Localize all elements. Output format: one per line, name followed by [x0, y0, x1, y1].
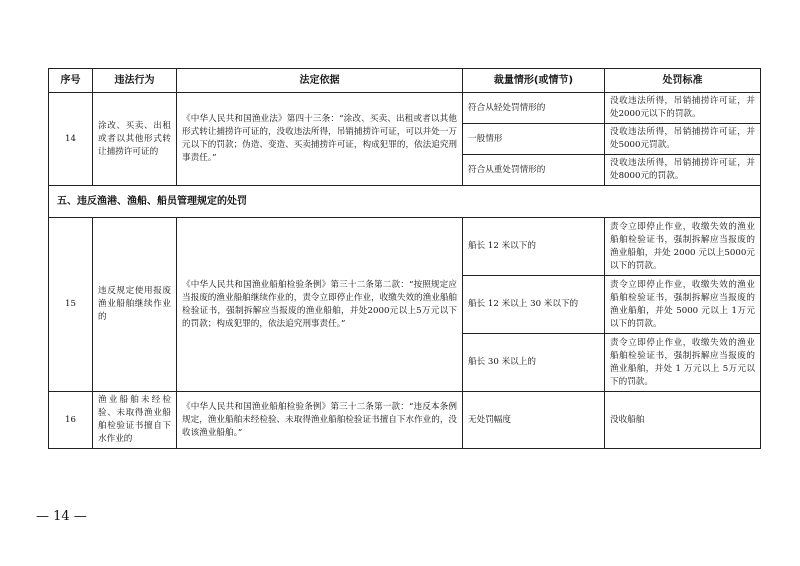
row15-act: 违反规定使用报废渔业船舶继续作业的 [93, 218, 177, 392]
section-heading-row [49, 186, 761, 218]
row14-situation-2: 一般情形 [463, 124, 605, 155]
row15-situation-2: 船长 12 米以上 30 米以下的 [463, 276, 605, 334]
row16-num: 16 [49, 392, 93, 449]
table-row [49, 392, 761, 449]
row16-situation: 无处罚幅度 [463, 392, 605, 449]
header-situation: 裁量情形(或情节) [463, 69, 605, 93]
header-row [49, 69, 761, 93]
row15-penalty-1: 责令立即停止作业，收缴失效的渔业船舶检验证书，强制拆解应当报废的渔业船舶，并处 2000 元以上5000元以下的罚款。 [605, 218, 761, 276]
header-act: 违法行为 [93, 69, 177, 93]
row16-penalty: 没收船舶 [605, 392, 761, 449]
row15-penalty-3: 责令立即停止作业，收缴失效的渔业船舶检验证书，强制拆解应当报废的渔业船舶，并处 1 万元以上 5万元以下的罚款。 [605, 334, 761, 392]
row14-basis: 《中华人民共和国渔业法》第四十三条：“涂改、买卖、出租或者以其他形式转让捕捞许可证的，没收违法所得，吊销捕捞许可证，可以并处一万元以下的罚款；伪造、变造、买卖捕捞许可证，构成犯罪的，依法追究刑事责任。” [177, 93, 463, 186]
page-number: — 14 — [36, 509, 87, 524]
row14-situation-1: 符合从轻处罚情形的 [463, 93, 605, 124]
row14-act: 涂改、买卖、出租或者以其他形式转让捕捞许可证的 [93, 93, 177, 186]
row15-basis: 《中华人民共和国渔业船舶检验条例》第三十二条第二款：“按照规定应当报废的渔业船舶继续作业的，责令立即停止作业，收缴失效的渔业船舶检验证书，强制拆解应当报废的渔业船舶，并处2000元以上5万元以下的罚款；构成犯罪的，依法追究刑事责任。” [177, 218, 463, 392]
row15-penalty-2: 责令立即停止作业，收缴失效的渔业船舶检验证书，强制拆解应当报废的渔业船舶，并处 5000 元以上 1万元以下的罚款。 [605, 276, 761, 334]
row14-situation-3: 符合从重处罚情形的 [463, 155, 605, 186]
row14-penalty-1: 没收违法所得，吊销捕捞许可证，并处2000元以下的罚款。 [605, 93, 761, 124]
row14-num: 14 [49, 93, 93, 186]
row15-num: 15 [49, 218, 93, 392]
row14-penalty-2: 没收违法所得，吊销捕捞许可证，并处5000元罚款。 [605, 124, 761, 155]
row15-situation-1: 船长 12 米以下的 [463, 218, 605, 276]
header-penalty: 处罚标准 [605, 69, 761, 93]
header-basis: 法定依据 [177, 69, 463, 93]
table-row [49, 218, 761, 276]
table-row [49, 93, 761, 124]
row15-situation-3: 船长 30 米以上的 [463, 334, 605, 392]
header-num: 序号 [49, 69, 93, 93]
penalty-table [48, 68, 761, 449]
row16-act: 渔业船舶未经检验、未取得渔业船舶检验证书擅自下水作业的 [93, 392, 177, 449]
section-title: 五、违反渔港、渔船、船员管理规定的处罚 [49, 186, 761, 218]
row16-basis: 《中华人民共和国渔业船舶检验条例》第三十二条第一款：“违反本条例规定，渔业船舶未经检验、未取得渔业船舶检验证书擅自下水作业的，没收该渔业船舶。” [177, 392, 463, 449]
row14-penalty-3: 没收违法所得，吊销捕捞许可证，并处8000元的罚款。 [605, 155, 761, 186]
